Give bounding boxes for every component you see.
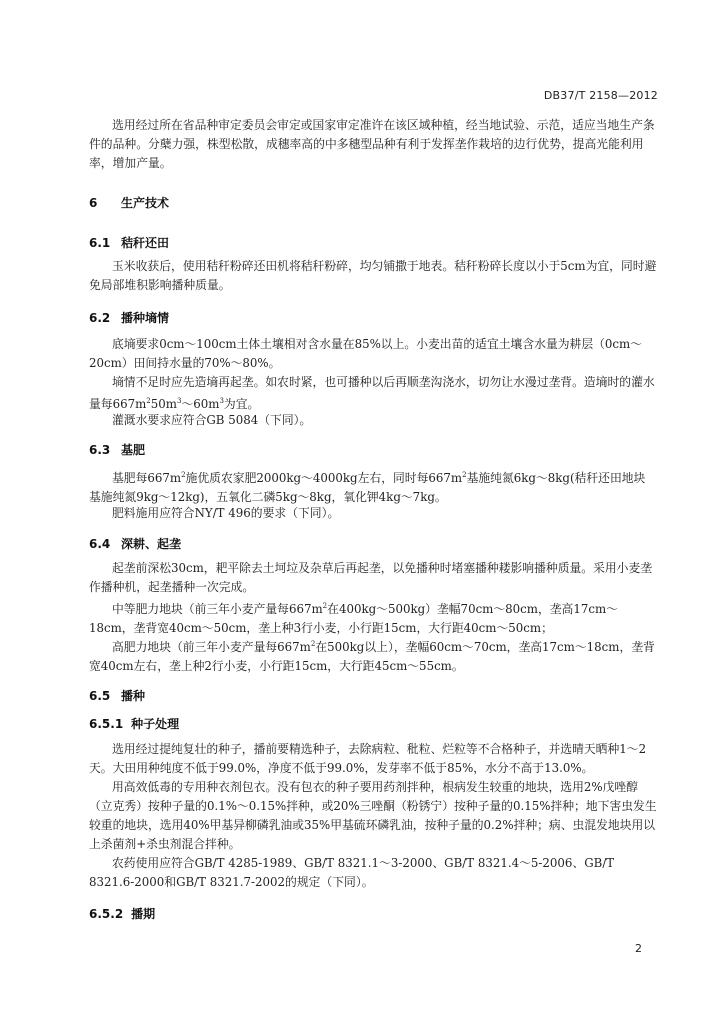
paragraph-6-2-c: 灌溉水要求应符合GB 5084（下同）。 [112, 413, 312, 427]
superscript: 2 [146, 397, 151, 405]
section-heading-6-4 [89, 535, 181, 552]
text-run: 在500kg以上），垄幅60cm～70cm，垄高17cm～18cm，垄背宽40cm左右，垄上种2行小麦，小行距15cm，大行距45cm～55cm。 [89, 639, 655, 673]
section-title: 种子处理 [131, 717, 180, 731]
paragraph-6-5-1-c: 农药使用应符合GB/T 4285-1989、GB/T 8321.1～3-2000、GB/T 8321.4～5-2006、GB/T 8321.6-2000和GB/T 8321.7-2002的规定（下同）。 [89, 856, 615, 889]
section-number: 6.2 [89, 311, 111, 325]
section-number: 6 [89, 196, 98, 210]
superscript: 3 [176, 397, 182, 405]
page-number: 2 [635, 942, 642, 955]
text-run: 中等肥力地块（前三年小麦产量每667m [112, 601, 323, 616]
text-run: 在400kg～500kg）垄幅70cm～80cm，垄高17cm～18cm，垄背宽40cm～50cm，垄上种3行小麦，小行距15cm，大行距40cm～50cm； [89, 601, 618, 635]
text-run: 施优质农家肥2000kg～4000kg左右，同时每667m [185, 470, 463, 485]
paragraph-6-3-a [89, 466, 657, 507]
section-title: 基肥 [121, 443, 146, 457]
section-heading-6-1 [89, 234, 169, 251]
intro-paragraph: 选用经过所在省品种审定委员会审定或国家审定准许在该区域种植，经当地试验、示范，适应当地生产条件的品种。分蘖力强，株型松散，成穗率高的中多穗型品种有利于发挥垄作栽培的边行优势，提高光能利用率，增加产量。 [89, 118, 655, 170]
section-title: 播种墒情 [121, 311, 170, 325]
section-number: 6.5.1 [89, 717, 124, 731]
section-heading-6-2 [89, 309, 169, 326]
paragraph-6-5-1-a: 选用经过提纯复壮的种子，播前要精选种子，去除病粒、秕粒、烂粒等不合格种子，并选晴天晒种1～2天。大田用种纯度不低于99.0%，净度不低于99.0%，发芽率不低于85%，水分不高于13.0%。 [89, 742, 647, 775]
section-title: 秸秆还田 [121, 236, 170, 250]
paragraph-6-3-b: 肥料施用应符合NY/T 496的要求（下同）。 [112, 506, 340, 520]
paragraph-6-2-b [89, 373, 657, 414]
paragraph-6-4-a: 起垄前深松30cm，耙平除去土坷垃及杂草后再起垄，以免播种时堵塞播种耧影响播种质量。采用小麦垄作播种机，起垄播种一次完成。 [89, 561, 653, 594]
paragraph-6-4-c [89, 635, 657, 676]
paragraph-6-2-a: 底墒要求0cm～100cm土体土壤相对含水量在85%以上。小麦出苗的适宜土壤含水量为耕层（0cm～20cm）田间持水量的70%～80%。 [89, 337, 643, 370]
section-title: 深耕、起垄 [121, 537, 182, 551]
section-number: 6.4 [89, 537, 111, 551]
section-heading-6 [89, 194, 169, 211]
section-title: 播期 [131, 907, 156, 921]
superscript: 2 [322, 602, 328, 610]
section-number: 6.5.2 [89, 907, 124, 921]
text-run: 为宜。 [223, 396, 260, 411]
superscript: 3 [219, 397, 224, 405]
section-title: 播种 [121, 689, 146, 703]
paragraph-6-1: 玉米收获后，使用秸秆粉碎还田机将秸秆粉碎，均匀铺撒于地表。秸秆粉碎长度以小于5cm为宜，同时避免局部堆积影响播种质量。 [89, 259, 657, 292]
text-run: ～60m [181, 396, 220, 411]
section-heading-6-5-1 [89, 715, 179, 732]
section-number: 6.1 [89, 236, 111, 250]
text-run: 基肥每667m [112, 470, 182, 485]
section-number: 6.3 [89, 443, 111, 457]
section-heading-6-5 [89, 687, 145, 704]
section-number: 6.5 [89, 689, 111, 703]
text-run: 50m [150, 396, 177, 411]
document-code: DB37/T 2158—2012 [543, 89, 658, 102]
paragraph-6-5-1-b: 用高效低毒的专用种衣剂包衣。没有包衣的种子要用药剂拌种，根病发生较重的地块，选用2%戊唑醇（立克秀）按种子量的0.1%～0.15%拌种，或20%三唑酮（粉锈宁）按种子量的0.15%拌种；地下害虫发生较重的地块，选用40%甲基异柳磷乳油或35%甲基硫环磷乳油，按种子量的0.2%拌种；病、虫混发地块用以上杀菌剂+杀虫剂混合拌种。 [89, 780, 657, 851]
superscript: 2 [310, 640, 316, 648]
section-title: 生产技术 [121, 196, 170, 210]
superscript: 2 [181, 471, 186, 479]
section-heading-6-3 [89, 441, 145, 458]
text-run: 高肥力地块（前三年小麦产量每667m [112, 639, 311, 654]
paragraph-6-4-b [89, 597, 657, 638]
text-run: 墒情不足时应先造墒再起垄。如农时紧，也可播种以后再顺垄沟浇水，切勿让水漫过垄背。造墒时的灌水量每667m [89, 375, 655, 411]
section-heading-6-5-2 [89, 905, 155, 922]
superscript: 2 [462, 471, 467, 479]
text-run: 基施纯氮6kg～8kg(秸秆还田地块基施纯氮9kg～12kg)，五氧化二磷5kg～8kg，氧化钾4kg～7kg。 [89, 470, 646, 504]
